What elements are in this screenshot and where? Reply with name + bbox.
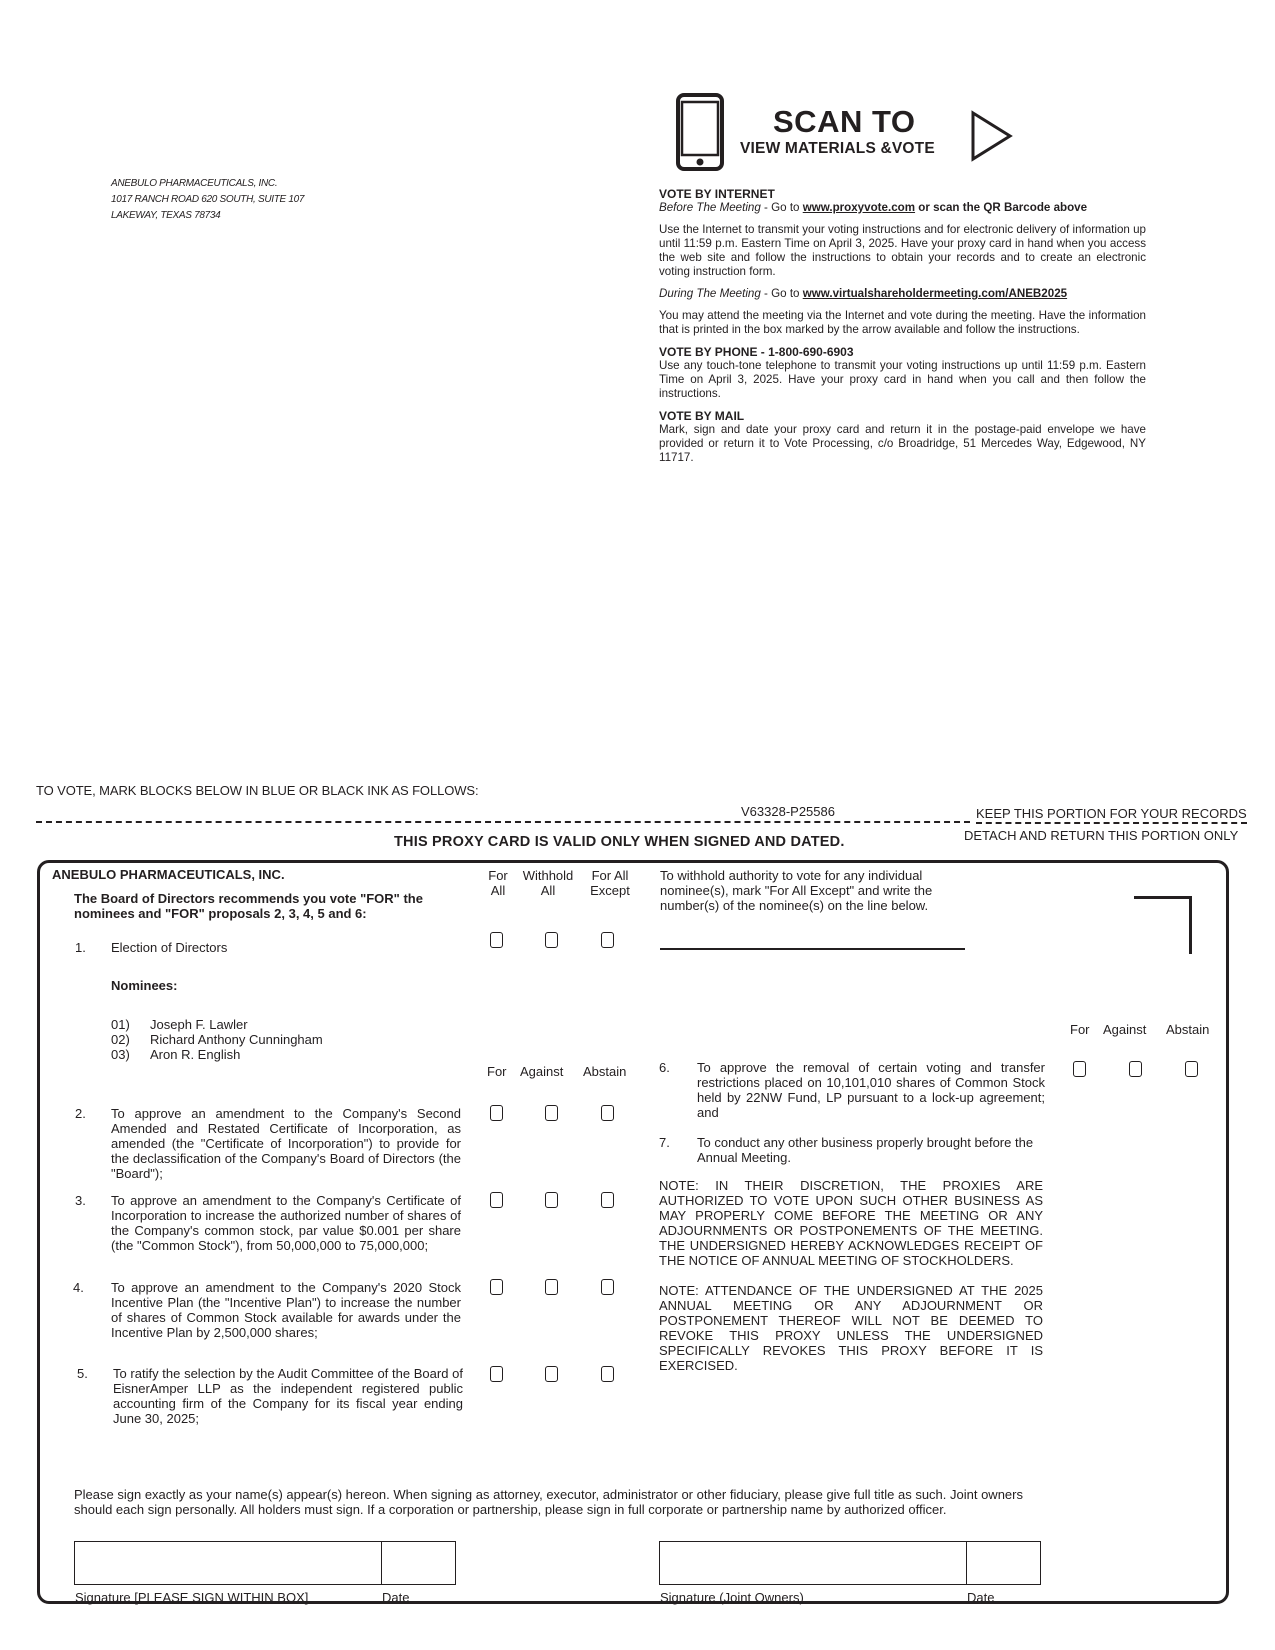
- joint-signature-date-divider: [966, 1542, 967, 1584]
- before-goto: - Go to: [760, 201, 803, 214]
- nominee-1-number: 01): [111, 1017, 130, 1032]
- note-attendance: NOTE: ATTENDANCE OF THE UNDERSIGNED AT THE 2025 ANNUAL MEETING OR ANY ADJOURNMENT OR POSTPONEMENT THEREOF WILL NOT BE DEEMED TO REVOKE THIS PROXY UNLESS THE UNDERSIGNED SPECIFICALLY REVOKES THIS PROXY BEFORE IT IS EXERCISED.: [659, 1283, 1043, 1373]
- joint-signature-box[interactable]: [659, 1541, 1041, 1585]
- company-name: ANEBULO PHARMACEUTICALS, INC.: [52, 867, 285, 882]
- before-tail: or scan the QR Barcode above: [915, 201, 1088, 214]
- nominee-write-in-line[interactable]: [660, 948, 965, 950]
- scan-title: SCAN TO: [773, 104, 916, 139]
- signature-instructions: Please sign exactly as your name(s) appear(s) hereon. When signing as attorney, executor, administrator or other fiduciary, please give full title as such. Joint owners should each sign personally. All holders must sign. If a corporation or partnership, please sign in full corporate or partnership name by authorized officer.: [74, 1487, 1023, 1517]
- col-except-l2: Except: [590, 883, 630, 898]
- checkbox-for-all[interactable]: [490, 932, 503, 948]
- return-address-line2: 1017 RANCH ROAD 620 SOUTH, SUITE 107: [111, 194, 305, 205]
- col-against-left: Against: [520, 1064, 564, 1079]
- item6-text: To approve the removal of certain voting and transfer restrictions placed on 10,101,010 shares of Common Stock held by 22NW Fund, LP pursuant to a lock-up agreement; and: [697, 1060, 1045, 1120]
- mark-instructions: TO VOTE, MARK BLOCKS BELOW IN BLUE OR BLACK INK AS FOLLOWS:: [36, 783, 479, 798]
- checkbox-item3-against[interactable]: [545, 1192, 558, 1208]
- withhold-instructions: To withhold authority to vote for any individual nominee(s), mark "For All Except" and write the number(s) of the nominee(s) on the line below.: [660, 868, 933, 913]
- col-for-right: For: [1070, 1022, 1090, 1037]
- during-meeting-label: During The Meeting: [659, 287, 761, 300]
- checkbox-item5-against[interactable]: [545, 1366, 558, 1382]
- checkbox-withhold-all[interactable]: [545, 932, 558, 948]
- checkbox-item6-against[interactable]: [1129, 1061, 1142, 1077]
- col-abstain-left: Abstain: [583, 1064, 627, 1079]
- col-for-all-l1: For: [488, 868, 508, 883]
- checkbox-item3-abstain[interactable]: [601, 1192, 614, 1208]
- signature-date-divider: [381, 1542, 382, 1584]
- checkbox-item3-for[interactable]: [490, 1192, 503, 1208]
- col-for-all-l2: All: [490, 883, 506, 898]
- vote-phone-text: Use any touch-tone telephone to transmit your voting instructions up until 11:59 p.m. Eastern Time on April 3, 2025. Have your proxy card in hand when you call and then follow the instructions.: [659, 359, 1146, 400]
- checkbox-item2-for[interactable]: [490, 1105, 503, 1121]
- checkbox-item5-for[interactable]: [490, 1366, 503, 1382]
- joint-signature-label: Signature (Joint Owners): [660, 1590, 804, 1605]
- signature-box[interactable]: [74, 1541, 456, 1585]
- during-goto: - Go to: [760, 287, 803, 300]
- vote-internet-text: Use the Internet to transmit your voting instructions and for electronic delivery of information up until 11:59 p.m. Eastern Time on April 3, 2025. Have your proxy card in hand when you access the web site and follow the instructions to obtain your records and to create an electronic voting instruction form.: [659, 223, 1146, 278]
- checkbox-item4-for[interactable]: [490, 1279, 503, 1295]
- col-withhold-l1: Withhold: [522, 868, 574, 883]
- vote-internet-during: [659, 287, 1146, 301]
- checkbox-item4-against[interactable]: [545, 1279, 558, 1295]
- nominee-2-number: 02): [111, 1032, 130, 1047]
- item3-text: To approve an amendment to the Company's Certificate of Incorporation to increase the authorized number of shares of the Company's common stock, par value $0.001 per share (the "Common Stock"), from 50,000,000 to 75,000,000;: [111, 1193, 461, 1253]
- vote-internet-heading: VOTE BY INTERNET: [659, 187, 775, 201]
- vote-mail-text: Mark, sign and date your proxy card and return it in the postage-paid envelope we have provided or return it to Vote Processing, c/o Broadridge, 51 Mercedes Way, Edgewood, NY 11717.: [659, 423, 1146, 464]
- col-except-l1: For All: [591, 868, 629, 883]
- item7-number: 7.: [659, 1135, 670, 1150]
- checkbox-item6-abstain[interactable]: [1185, 1061, 1198, 1077]
- item2-number: 2.: [75, 1106, 86, 1121]
- detach-return-label: DETACH AND RETURN THIS PORTION ONLY: [964, 828, 1239, 843]
- item3-number: 3.: [75, 1193, 86, 1208]
- item6-number: 6.: [659, 1060, 670, 1075]
- col-for-all-except: [580, 868, 640, 898]
- col-withhold-all: [515, 868, 581, 898]
- nominees-label: Nominees:: [111, 978, 178, 993]
- vote-mail-heading: VOTE BY MAIL: [659, 409, 745, 423]
- col-for-all: [480, 868, 516, 898]
- checkbox-item5-abstain[interactable]: [601, 1366, 614, 1382]
- smartphone-icon: [676, 93, 724, 171]
- item2-text: To approve an amendment to the Company's Second Amended and Restated Certificate of Incorporation, as amended (the "Certificate of Incorporation") to provide for the declassification of the Company's Board of Directors (the "Board");: [111, 1106, 461, 1181]
- detach-line: [36, 821, 970, 823]
- corner-mark: [1134, 896, 1192, 954]
- vote-internet-during-text: You may attend the meeting via the Internet and vote during the meeting. Have the information that is printed in the box marked by the arrow available and follow the instructions.: [659, 309, 1146, 336]
- vote-phone-heading: VOTE BY PHONE - 1-800-690-6903: [659, 345, 854, 359]
- signature-label: Signature [PLEASE SIGN WITHIN BOX]: [75, 1590, 309, 1605]
- board-recommendation: The Board of Directors recommends you vote "FOR" the nominees and "FOR" proposals 2, 3, 4, 5 and 6:: [74, 891, 423, 921]
- arrow-right-icon: [970, 110, 1014, 162]
- checkbox-item4-abstain[interactable]: [601, 1279, 614, 1295]
- checkbox-item2-abstain[interactable]: [601, 1105, 614, 1121]
- return-address-line3: LAKEWAY, TEXAS 78734: [111, 210, 221, 221]
- virtual-meeting-link[interactable]: www.virtualshareholdermeeting.com/ANEB2025: [802, 287, 1068, 300]
- item5-number: 5.: [77, 1366, 88, 1381]
- vote-internet-before: [659, 201, 1146, 215]
- return-address-line1: ANEBULO PHARMACEUTICALS, INC.: [111, 178, 278, 189]
- nominee-3-number: 03): [111, 1047, 130, 1062]
- date-label: Date: [382, 1590, 410, 1605]
- checkbox-for-all-except[interactable]: [601, 932, 614, 948]
- item4-text: To approve an amendment to the Company's 2020 Stock Incentive Plan (the "Incentive Plan") to increase the number of shares of Common Stock available for awards under the Incentive Plan by 2,500,000 shares;: [111, 1280, 461, 1340]
- item5-text: To ratify the selection by the Audit Committee of the Board of EisnerAmper LLP as the independent registered public accounting firm of the Company for its fiscal year ending June 30, 2025;: [113, 1366, 463, 1426]
- item7-text: To conduct any other business properly brought before the Annual Meeting.: [697, 1135, 1034, 1165]
- scan-subtitle: VIEW MATERIALS &VOTE: [740, 140, 935, 157]
- item1-text: Election of Directors: [111, 940, 228, 955]
- item4-number: 4.: [73, 1280, 84, 1295]
- note-discretion: NOTE: IN THEIR DISCRETION, THE PROXIES ARE AUTHORIZED TO VOTE UPON SUCH OTHER BUSINESS AS MAY PROPERLY COME BEFORE THE MEETING OR ANY ADJOURNMENTS OR POSTPONEMENTS OF THE MEETING. THE UNDERSIGNED HEREBY ACKNOWLEDGES RECEIPT OF THE NOTICE OF ANNUAL MEETING OF STOCKHOLDERS.: [659, 1178, 1043, 1268]
- proxyvote-link[interactable]: www.proxyvote.com: [802, 201, 916, 214]
- col-for-left: For: [487, 1064, 507, 1079]
- col-abstain-right: Abstain: [1166, 1022, 1210, 1037]
- nominee-3-name: Aron R. English: [150, 1047, 241, 1062]
- item1-number: 1.: [75, 940, 86, 955]
- col-against-right: Against: [1103, 1022, 1147, 1037]
- voting-instructions: [659, 187, 1146, 465]
- before-meeting-label: Before The Meeting: [659, 201, 761, 214]
- checkbox-item6-for[interactable]: [1073, 1061, 1086, 1077]
- joint-date-label: Date: [967, 1590, 995, 1605]
- control-number: V63328-P25586: [741, 804, 835, 819]
- nominee-2-name: Richard Anthony Cunningham: [150, 1032, 323, 1047]
- checkbox-item2-against[interactable]: [545, 1105, 558, 1121]
- return-address: [111, 176, 304, 224]
- valid-notice: THIS PROXY CARD IS VALID ONLY WHEN SIGNED AND DATED.: [394, 834, 845, 850]
- col-withhold-l2: All: [540, 883, 556, 898]
- nominee-1-name: Joseph F. Lawler: [150, 1017, 248, 1032]
- keep-portion-label: KEEP THIS PORTION FOR YOUR RECORDS: [976, 806, 1247, 824]
